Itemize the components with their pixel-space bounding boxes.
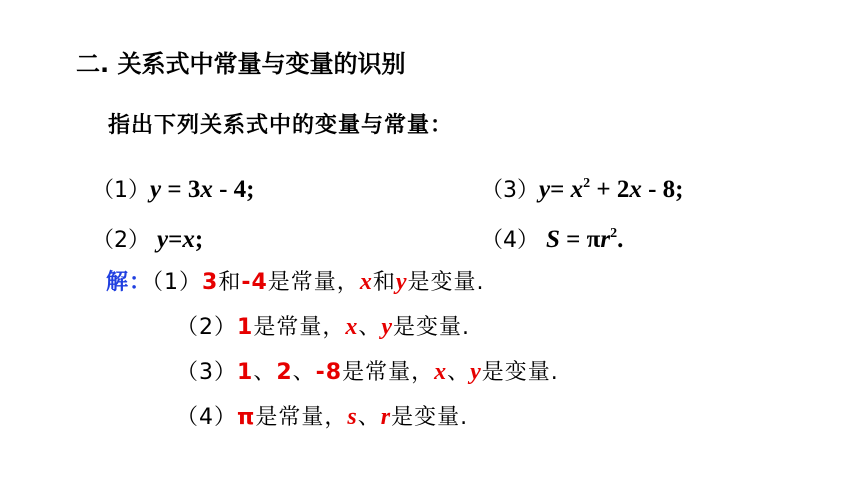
- math-variable: S: [546, 226, 560, 253]
- variable-name: r: [380, 404, 392, 430]
- math-text: - 4;: [212, 176, 255, 203]
- variable-name: x: [359, 269, 373, 295]
- exponent: 2: [610, 226, 618, 241]
- problem-number: （4）: [481, 228, 546, 253]
- answer-text: 、: [447, 360, 471, 385]
- answer-text: 是常量，: [255, 405, 348, 430]
- instruction-text: 指出下列关系式中的变量与常量：: [108, 113, 454, 138]
- answer-number: （4）: [176, 405, 237, 430]
- math-variable: y: [150, 176, 162, 203]
- section-heading: 二. 关系式中常量与变量的识别: [76, 50, 406, 78]
- solution-line-2: [176, 315, 470, 339]
- math-text: .: [617, 226, 624, 253]
- math-text: - 8;: [641, 176, 684, 203]
- answer-text: 是常量，: [253, 315, 346, 340]
- answer-number: （3）: [176, 360, 237, 385]
- answer-text: 、: [292, 360, 316, 385]
- variable-name: s: [347, 404, 358, 430]
- problem-number: （1）: [92, 178, 150, 203]
- math-text: = 3: [161, 176, 201, 203]
- problem-2: [92, 227, 203, 252]
- math-variable: x: [200, 176, 213, 203]
- answer-text: 是变量.: [481, 360, 559, 385]
- answer-text: 是常量，: [267, 270, 360, 295]
- answer-text: 、: [357, 405, 381, 430]
- constant-value: π: [237, 405, 256, 430]
- math-text: + 2: [590, 176, 630, 203]
- constant-value: -4: [241, 270, 268, 295]
- problem-number: （3）: [481, 178, 539, 203]
- solution-line-1: [106, 270, 484, 294]
- math-text: =: [168, 226, 183, 253]
- constant-value: 2: [276, 360, 293, 385]
- math-variable: y: [539, 176, 551, 203]
- variable-name: y: [395, 269, 408, 295]
- answer-text: 、: [358, 315, 382, 340]
- constant-value: 3: [202, 270, 219, 295]
- problem-3: [481, 177, 684, 202]
- answer-number: （2）: [176, 315, 237, 340]
- answer-number: （1）: [152, 270, 203, 295]
- math-text: ;: [194, 226, 204, 253]
- problem-1: [92, 177, 255, 202]
- answer-text: 是变量.: [391, 405, 469, 430]
- math-variable: r: [600, 226, 611, 253]
- math-variable: x: [629, 176, 642, 203]
- constant-value: 1: [237, 360, 254, 385]
- answer-text: 、: [253, 360, 277, 385]
- variable-name: y: [470, 359, 482, 385]
- constant-value: -8: [315, 360, 343, 385]
- problem-4: [481, 227, 623, 252]
- solution-line-3: [176, 360, 559, 384]
- solution-label: 解：: [106, 270, 153, 295]
- exponent: 2: [583, 176, 591, 191]
- constant-value: 1: [237, 315, 254, 340]
- math-variable: x: [570, 176, 584, 203]
- math-variable: x: [182, 226, 195, 253]
- math-variable: y: [157, 226, 169, 253]
- problem-number: （2）: [92, 228, 157, 253]
- solution-line-4: [176, 405, 468, 429]
- answer-text: 是变量.: [393, 315, 470, 340]
- answer-text: 是变量.: [407, 270, 485, 295]
- answer-text: 和: [218, 270, 242, 295]
- variable-name: x: [345, 314, 359, 340]
- variable-name: y: [381, 314, 393, 340]
- math-text: = π: [559, 226, 601, 253]
- answer-text: 和: [372, 270, 396, 295]
- math-text: =: [550, 176, 571, 203]
- answer-text: 是常量，: [342, 360, 435, 385]
- variable-name: x: [434, 359, 448, 385]
